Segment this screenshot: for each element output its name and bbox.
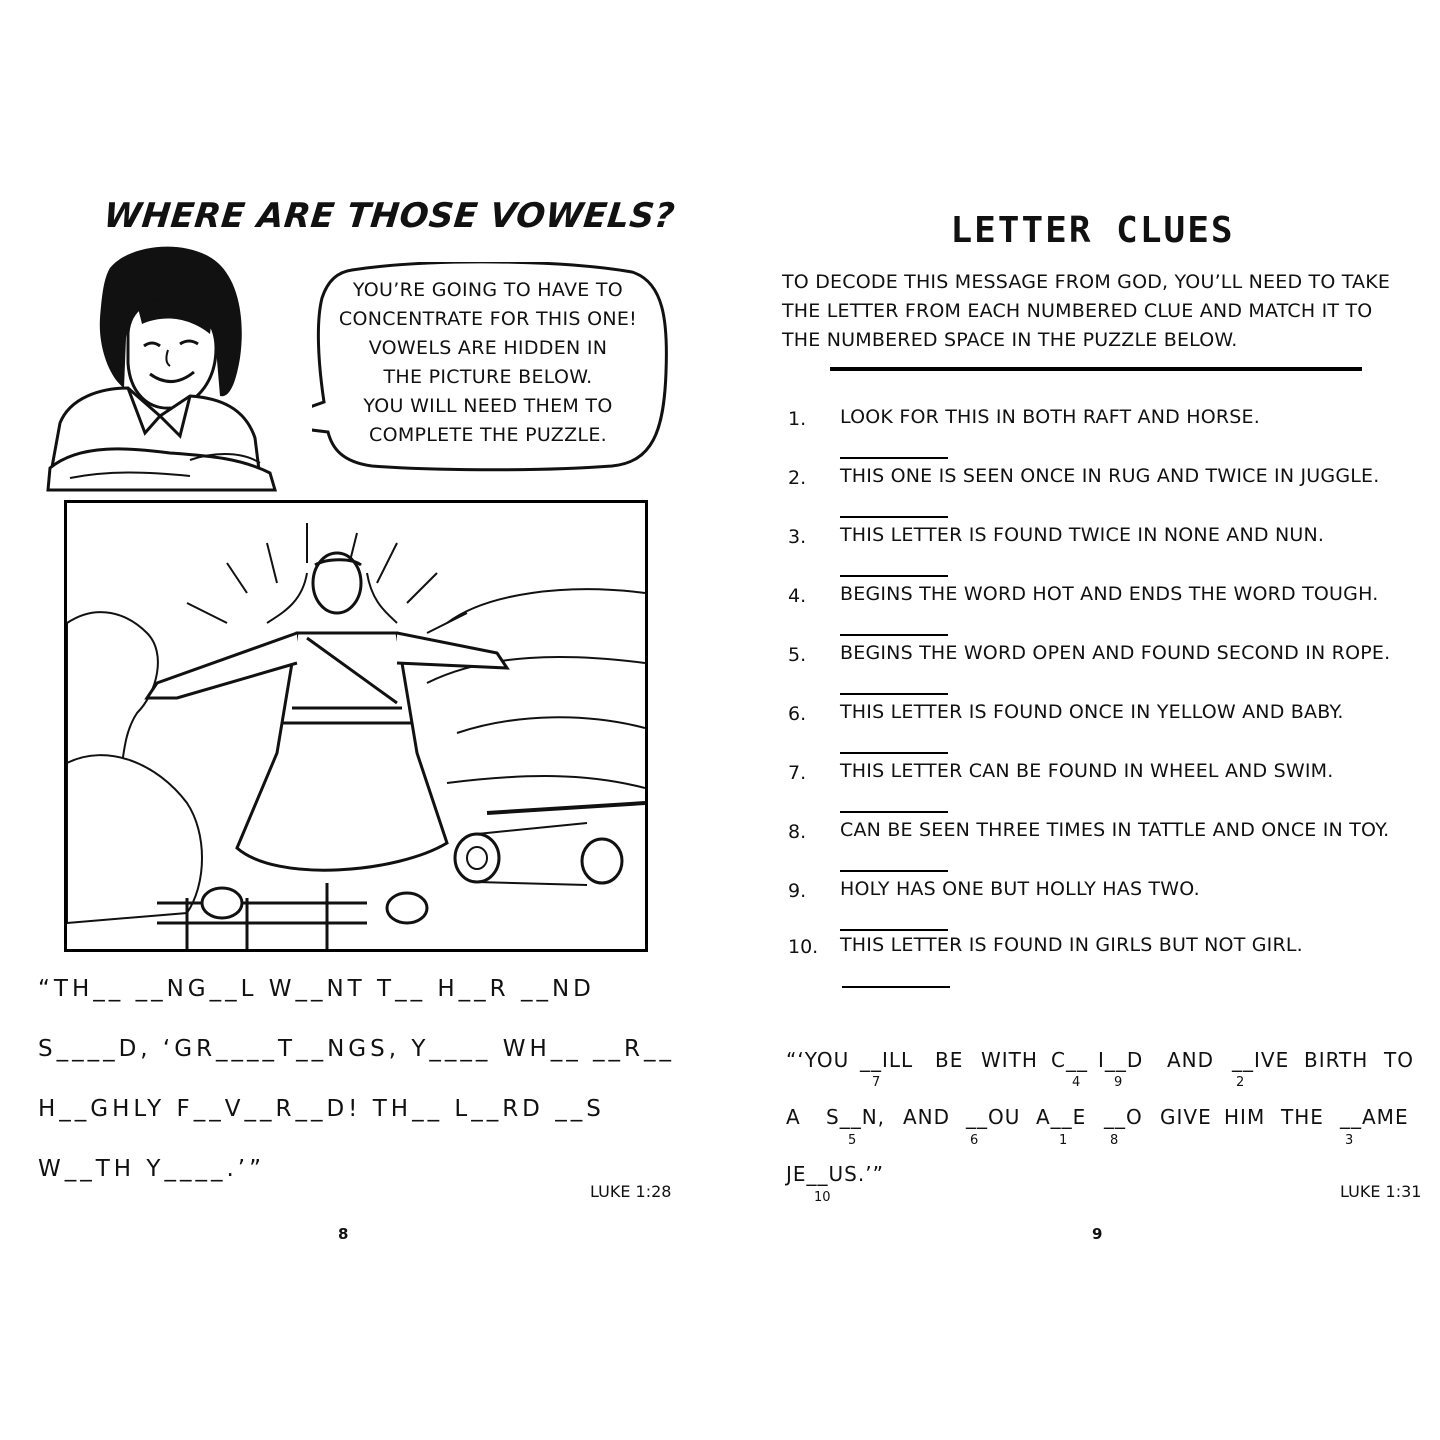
blank-number: 5 — [848, 1133, 857, 1148]
message-word: A — [786, 1105, 801, 1129]
answer-blank[interactable] — [840, 575, 948, 577]
clue-text: THIS LETTER IS FOUND ONCE IN YELLOW AND BABY. — [840, 701, 1344, 723]
message-word: HIM — [1224, 1105, 1266, 1129]
clue-text: THIS ONE IS SEEN ONCE IN RUG AND TWICE IN JUGGLE. — [840, 465, 1380, 487]
blank-number: 10 — [814, 1190, 831, 1205]
girl-illustration — [40, 238, 290, 496]
answer-blank[interactable] — [840, 811, 948, 813]
clue-number: 5. — [788, 644, 807, 666]
answer-blank[interactable] — [840, 634, 948, 636]
clue-text: LOOK FOR THIS IN BOTH RAFT AND HORSE. — [840, 406, 1260, 428]
message-word: __O — [1104, 1105, 1143, 1129]
answer-blank[interactable] — [840, 516, 948, 518]
speech-line: COMPLETE THE PUZZLE. — [369, 424, 607, 446]
clue-text: CAN BE SEEN THREE TIMES IN TATTLE AND ONCE IN TOY. — [840, 819, 1390, 841]
clue-number: 3. — [788, 526, 807, 548]
angel-picture — [64, 500, 648, 952]
vowel-puzzle-line: “TH__ __NG__L W__NT T__ H__R __ND — [38, 976, 595, 1002]
clue-number: 9. — [788, 880, 807, 902]
answer-blank[interactable] — [840, 870, 948, 872]
page-title: WHERE ARE THOSE VOWELS? — [101, 196, 677, 236]
speech-line: YOU WILL NEED THEM TO — [363, 395, 613, 417]
scripture-reference: LUKE 1:28 — [590, 1182, 672, 1201]
scripture-reference: LUKE 1:31 — [1340, 1182, 1422, 1201]
instruction-line: THE NUMBERED SPACE IN THE PUZZLE BELOW. — [782, 329, 1238, 351]
message-word: WITH — [981, 1048, 1038, 1072]
clue-text: THIS LETTER CAN BE FOUND IN WHEEL AND SWIM. — [840, 760, 1334, 782]
blank-number: 1 — [1059, 1133, 1068, 1148]
message-word: THE — [1281, 1105, 1324, 1129]
vowel-puzzle-line: W__TH Y____.’” — [38, 1156, 265, 1182]
page-number: 8 — [338, 1225, 349, 1243]
clue-number: 8. — [788, 821, 807, 843]
clue-text: HOLY HAS ONE BUT HOLLY HAS TWO. — [840, 878, 1200, 900]
message-word: TO — [1384, 1048, 1414, 1072]
message-word: BE — [935, 1048, 964, 1072]
message-word: “‘YOU — [786, 1048, 850, 1072]
clue-number: 7. — [788, 762, 807, 784]
answer-blank[interactable] — [840, 457, 948, 459]
clue-text: THIS LETTER IS FOUND TWICE IN NONE AND NUN. — [840, 524, 1325, 546]
answer-blank[interactable] — [840, 929, 948, 931]
speech-line: THE PICTURE BELOW. — [383, 366, 593, 388]
clue-number: 1. — [788, 408, 807, 430]
page-title: LETTER CLUES — [950, 210, 1235, 251]
message-word: JE__US.’” — [786, 1162, 884, 1186]
blank-number: 7 — [872, 1075, 881, 1090]
clue-number: 2. — [788, 467, 807, 489]
message-word: C__ — [1051, 1048, 1088, 1072]
angel-illustration — [67, 503, 645, 949]
clue-text: THIS LETTER IS FOUND IN GIRLS BUT NOT GIRL. — [840, 934, 1303, 956]
message-word: __OU — [966, 1105, 1021, 1129]
clue-number: 4. — [788, 585, 807, 607]
speech-line: YOU’RE GOING TO HAVE TO — [352, 279, 624, 301]
message-word: __AME — [1340, 1105, 1409, 1129]
blank-number: 9 — [1114, 1075, 1123, 1090]
clue-number: 6. — [788, 703, 807, 725]
blank-number: 6 — [970, 1133, 979, 1148]
vowel-puzzle-line: S____D, ‘GR____T__NGS, Y____ WH__ __R__ — [38, 1036, 676, 1062]
speech-line: CONCENTRATE FOR THIS ONE! — [338, 308, 638, 330]
message-word: BIRTH — [1304, 1048, 1369, 1072]
blank-number: 3 — [1345, 1133, 1354, 1148]
clue-text: BEGINS THE WORD OPEN AND FOUND SECOND IN ROPE. — [840, 642, 1391, 664]
blank-number: 2 — [1236, 1075, 1245, 1090]
message-word: __ILL — [860, 1048, 914, 1072]
message-word: GIVE — [1160, 1105, 1212, 1129]
instruction-line: THE LETTER FROM EACH NUMBERED CLUE AND MATCH IT TO — [782, 300, 1373, 322]
speech-line: VOWELS ARE HIDDEN IN — [368, 337, 608, 359]
speech-text — [318, 276, 658, 450]
page-number: 9 — [1092, 1225, 1103, 1243]
divider — [830, 367, 1362, 371]
message-word: AND — [903, 1105, 951, 1129]
vowel-puzzle-line: H__GHLY F__V__R__D! TH__ L__RD __S — [38, 1096, 605, 1122]
blank-number: 4 — [1072, 1075, 1081, 1090]
instruction-line: TO DECODE THIS MESSAGE FROM GOD, YOU’LL NEED TO TAKE — [782, 271, 1391, 293]
clue-text: BEGINS THE WORD HOT AND ENDS THE WORD TOUGH. — [840, 583, 1379, 605]
message-word: S__N, — [826, 1105, 886, 1129]
message-word: I__D — [1098, 1048, 1144, 1072]
clue-number: 10. — [788, 936, 819, 958]
message-word: A__E — [1036, 1105, 1087, 1129]
answer-blank[interactable] — [842, 986, 950, 988]
answer-blank[interactable] — [840, 752, 948, 754]
message-word: __IVE — [1232, 1048, 1290, 1072]
message-word: AND — [1167, 1048, 1215, 1072]
instructions — [782, 268, 1422, 355]
answer-blank[interactable] — [840, 693, 948, 695]
blank-number: 8 — [1110, 1133, 1119, 1148]
